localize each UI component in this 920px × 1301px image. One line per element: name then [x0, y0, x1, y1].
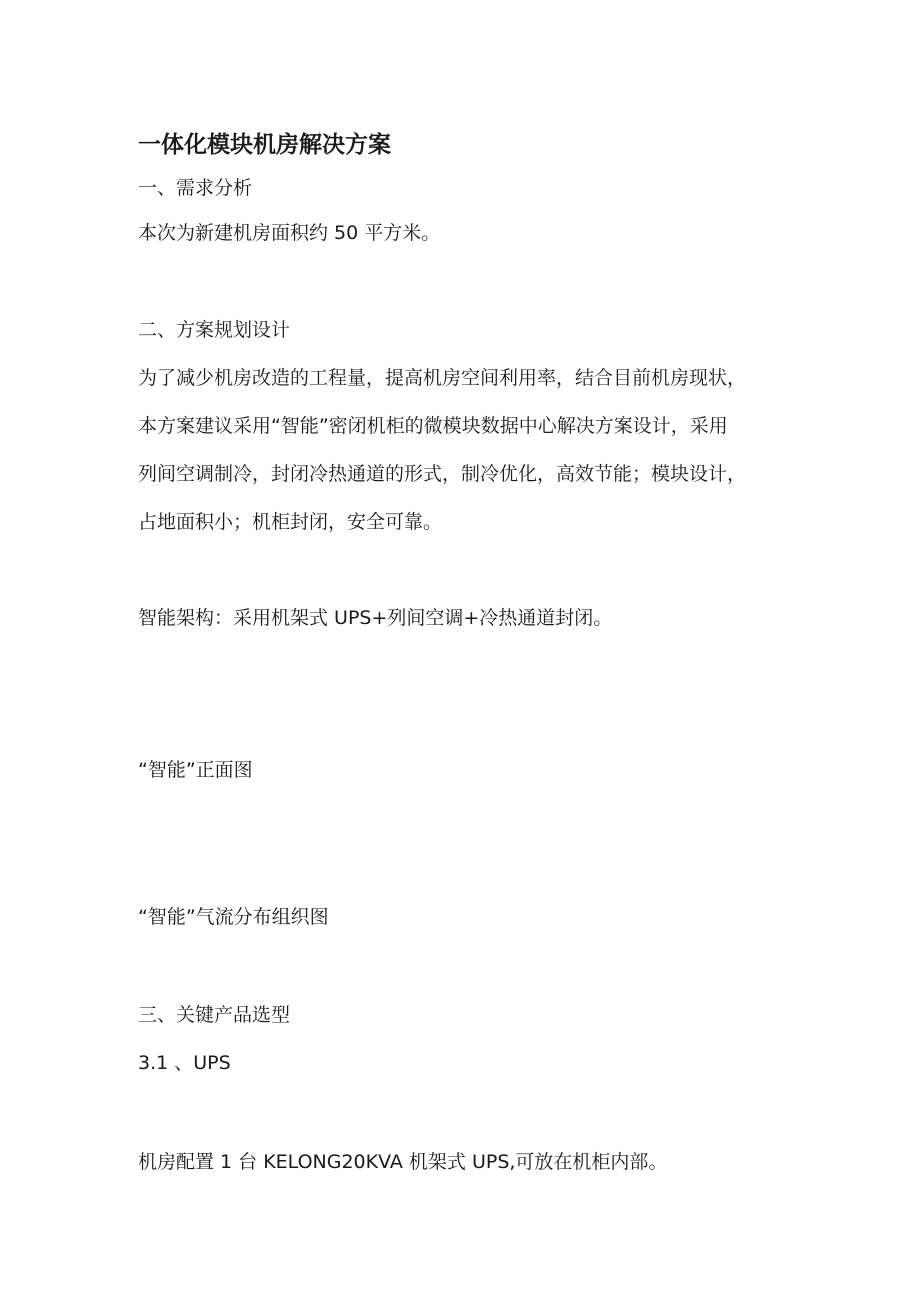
section-heading-design: 二、方案规划设计 — [138, 319, 291, 341]
design-paragraph-line: 本方案建议采用“智能”密闭机柜的微模块数据中心解决方案设计，采用 — [138, 415, 728, 437]
design-paragraph-line: 占地面积小；机柜封闭，安全可靠。 — [138, 511, 443, 533]
figure-caption-airflow: “智能”气流分布组织图 — [138, 906, 329, 928]
architecture-text: 智能架构：采用机架式 UPS+列间空调+冷热通道封闭。 — [138, 607, 613, 629]
design-paragraph-line: 为了减少机房改造的工程量，提高机房空间利用率，结合目前机房现状， — [138, 367, 747, 389]
section-heading-products: 三、关键产品选型 — [138, 1004, 291, 1026]
design-paragraph-line: 列间空调制冷，封闭冷热通道的形式，制冷优化，高效节能；模块设计， — [138, 463, 747, 485]
figure-caption-front: “智能”正面图 — [138, 759, 253, 781]
document-title: 一体化模块机房解决方案 — [138, 132, 391, 158]
requirements-text: 本次为新建机房面积约 50 平方米。 — [138, 222, 441, 244]
subsection-heading-ups: 3.1 、UPS — [138, 1052, 231, 1074]
section-heading-requirements: 一、需求分析 — [138, 177, 253, 199]
ups-config-text: 机房配置 1 台 KELONG20KVA 机架式 UPS,可放在机柜内部。 — [138, 1151, 668, 1173]
